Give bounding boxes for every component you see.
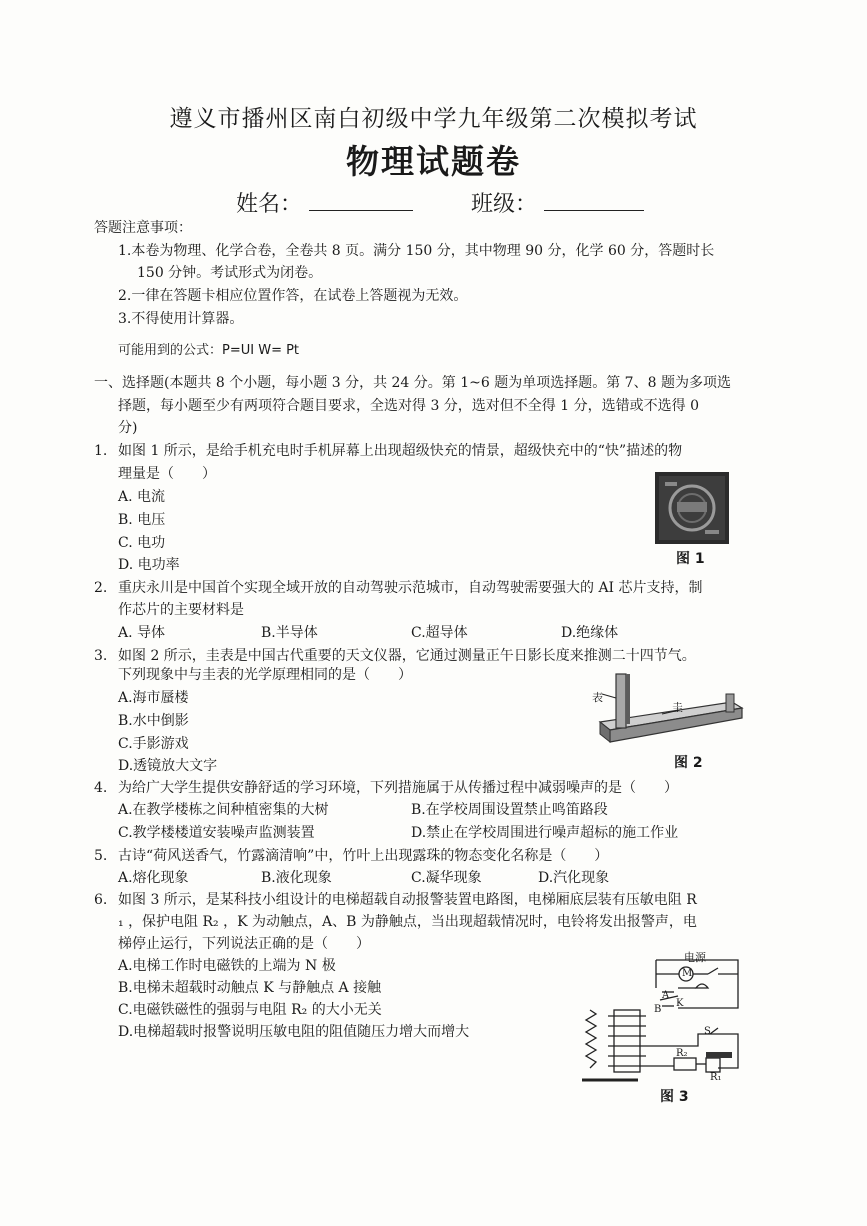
- option-c: C.超导体: [411, 625, 468, 641]
- figure-1-phone-image: [655, 472, 729, 548]
- note-line: 2.一律在答题卡相应位置作答，在试卷上答题视为无效。: [118, 288, 468, 304]
- option-b: B.半导体: [261, 625, 318, 641]
- option-a: A.在教学楼栋之间种植密集的大树: [118, 802, 329, 818]
- figure-3-label-s: S: [704, 1026, 711, 1037]
- figure-3-label-r1: R₁: [710, 1072, 722, 1083]
- option-d: D. 电功率: [118, 557, 180, 573]
- question-number: 1.: [94, 443, 108, 459]
- option-c: C.电磁铁磁性的强弱与电阻 R₂ 的大小无关: [118, 1002, 382, 1018]
- question-text: 作芯片的主要材料是: [118, 602, 244, 618]
- note-line: 1.本卷为物理、化学合卷，全卷共 8 页。满分 150 分，其中物理 90 分，化学 60 分，答题时长: [118, 243, 715, 259]
- formula-line: 可能用到的公式：P=UI W= Pt: [118, 343, 300, 358]
- option-a: A.海市蜃楼: [118, 690, 189, 706]
- option-d: D.汽化现象: [538, 870, 610, 886]
- option-d: D.透镜放大文字: [118, 758, 218, 774]
- option-d: D.电梯超载时报警说明压敏电阻的阻值随压力增大而增大: [118, 1024, 470, 1040]
- question-text: 如图 1 所示，是给手机充电时手机屏幕上出现超级快充的情景，超级快充中的“快”描述的物: [118, 443, 683, 459]
- exam-title: 遵义市播州区南白初级中学九年级第二次模拟考试: [169, 106, 698, 132]
- question-number: 6.: [94, 892, 108, 908]
- option-a: A.熔化现象: [118, 870, 189, 886]
- section-heading-line: 择题，每小题至少有两项符合题目要求，全选对得 3 分，选对但不全得 1 分，选错或不选得 0: [118, 398, 699, 414]
- option-a: A. 电流: [118, 489, 166, 505]
- question-number: 3.: [94, 648, 108, 664]
- question-text: 下列现象中与圭表的光学原理相同的是（ ）: [118, 667, 412, 683]
- figure-3-label-power: 电源: [684, 951, 706, 964]
- question-text: 重庆永川是中国首个实现全域开放的自动驾驶示范城市，自动驾驶需要强大的 AI 芯片支持，制: [118, 580, 703, 596]
- option-b: B.水中倒影: [118, 713, 189, 729]
- figure-3-label-b: B: [654, 1004, 662, 1015]
- question-number: 5.: [94, 848, 108, 864]
- option-a: A. 导体: [118, 625, 166, 641]
- question-text: 理量是（ ）: [118, 466, 216, 482]
- question-text: 为给广大学生提供安静舒适的学习环境，下列措施属于从传播过程中减弱噪声的是（ ）: [118, 780, 678, 796]
- figure-3-label-r2: R₂: [676, 1048, 688, 1059]
- option-a: A.电梯工作时电磁铁的上端为 N 极: [118, 958, 336, 974]
- option-b: B.在学校周围设置禁止鸣笛路段: [411, 802, 608, 818]
- question-text: 如图 2 所示，圭表是中国古代重要的天文仪器，它通过测量正午日影长度来推测二十四节气。: [118, 648, 696, 664]
- option-b: B.电梯未超载时动触点 K 与静触点 A 接触: [118, 980, 382, 996]
- name-class-row: [236, 187, 644, 218]
- exam-subtitle: 物理试题卷: [346, 142, 521, 181]
- figure-3-caption: 图 3: [660, 1089, 689, 1105]
- option-b: B.液化现象: [261, 870, 332, 886]
- notes-heading: 答题注意事项：: [94, 220, 192, 236]
- figure-3-label-k: K: [676, 998, 684, 1009]
- name-label: 姓名：: [236, 192, 303, 217]
- option-c: C.凝华现象: [411, 870, 482, 886]
- section-heading: 一、选择题(本题共 8 个小题，每小题 3 分，共 24 分。第 1~6 题为单项选择题。第 7、8 题为多项选: [94, 375, 731, 391]
- note-line: 150 分钟。考试形式为闭卷。: [137, 265, 323, 281]
- note-line: 3.不得使用计算器。: [118, 311, 244, 327]
- question-number: 2.: [94, 580, 108, 596]
- option-b: B. 电压: [118, 512, 166, 528]
- figure-3-label-motor: M: [682, 968, 693, 979]
- figure-2-caption: 图 2: [674, 755, 703, 771]
- question-number: 4.: [94, 780, 108, 796]
- option-d: D.绝缘体: [561, 625, 619, 641]
- option-c: C. 电功: [118, 535, 166, 551]
- class-blank: [544, 190, 644, 211]
- question-text: 梯停止运行，下列说法正确的是（ ）: [118, 936, 370, 952]
- question-text: 古诗“荷风送香气，竹露滴清响”中，竹叶上出现露珠的物态变化名称是（ ）: [118, 848, 609, 864]
- option-c: C.教学楼楼道安装噪声监测装置: [118, 825, 315, 841]
- class-label: 班级：: [471, 192, 538, 217]
- figure-2-label-gui: 圭: [672, 701, 683, 714]
- question-text: 如图 3 所示，是某科技小组设计的电梯超载自动报警装置电路图，电梯厢底层装有压敏电阻 R: [118, 892, 697, 908]
- option-c: C.手影游戏: [118, 736, 189, 752]
- figure-2-label-biao: 表: [592, 691, 603, 704]
- figure-1-caption: 图 1: [676, 551, 705, 567]
- figure-3-label-a: A: [662, 990, 670, 1001]
- option-d: D.禁止在学校周围进行噪声超标的施工作业: [411, 825, 679, 841]
- figure-3-circuit-diagram: [578, 948, 748, 1092]
- question-text: ₁ ，保护电阻 R₂ ，K 为动触点，A、B 为静触点，当出现超载情况时，电铃将发出报警声，电: [118, 914, 697, 930]
- section-heading-line: 分): [118, 420, 138, 436]
- name-blank: [309, 190, 413, 211]
